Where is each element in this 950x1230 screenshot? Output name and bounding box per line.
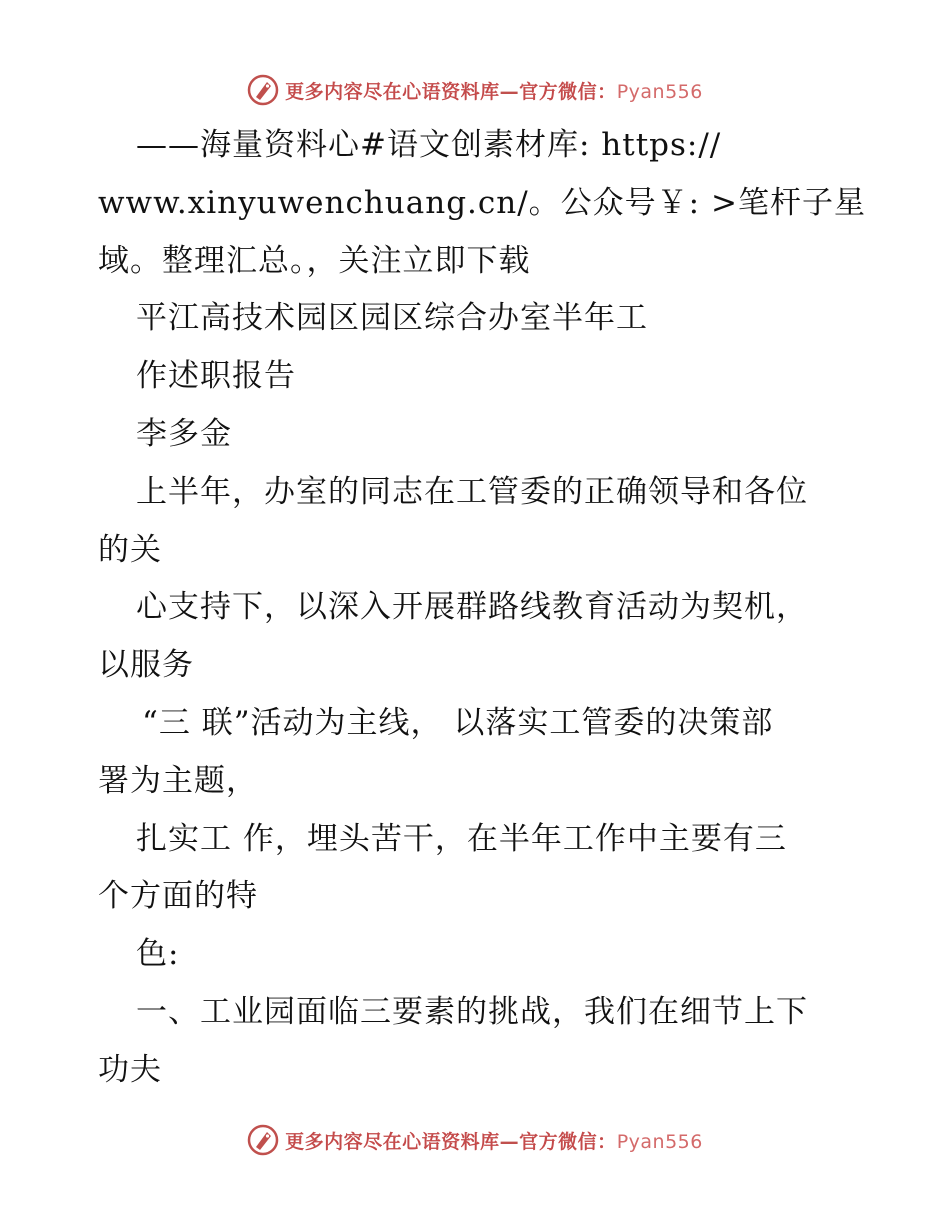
text-line: 署为主题， [98,762,258,799]
text-line: 以服务 [98,647,194,684]
watermark-dash: — [499,1130,520,1153]
document-title-line: 平江高技术园区园区综合办室半年工 [136,300,648,337]
text-line: 的关 [98,531,162,568]
text-line: “三 联”活动为主线， 以落实工管委的决策部 [142,704,774,741]
pen-nib-logo-icon [247,1124,279,1156]
text-line: 色: [136,936,180,973]
text-line: 个方面的特 [98,878,258,915]
watermark-footer [0,1120,950,1160]
text-line: 扎实工 作，埋头苦干，在半年工作中主要有三 [136,820,787,857]
watermark-wechat-id: Pyan556 [616,1130,703,1153]
text-line: www.xinyuwenchuang.cn/。公众号￥: >笔杆子星 [98,184,866,221]
watermark-text [285,1127,703,1154]
text-line: 功夫 [98,1051,162,1088]
watermark-wechat-label: 官方微信： [519,1130,617,1153]
text-line: 心支持下，以深入开展群路线教育活动为契机， [136,589,808,626]
document-title-line: 作述职报告 [136,358,296,395]
watermark-header [0,70,950,110]
document-body [98,117,866,1100]
pen-nib-logo-icon [247,74,279,106]
text-line: 上半年，办室的同志在工管委的正确领导和各位 [136,473,808,510]
watermark-site-text: 更多内容尽在心语资料库 [285,80,500,103]
watermark-text [285,77,703,104]
watermark-site-text: 更多内容尽在心语资料库 [285,1130,500,1153]
watermark-wechat-label: 官方微信： [519,80,617,103]
text-line: ——海量资料心#语文创素材库: https:// [136,127,722,163]
section-heading: 一、工业园面临三要素的挑战，我们在细节上下 [136,993,808,1030]
watermark-dash: — [499,80,520,103]
watermark-wechat-id: Pyan556 [616,80,703,103]
author-name: 李多金 [136,415,232,452]
text-line: 域。整理汇总。，关注立即下载 [98,242,531,279]
